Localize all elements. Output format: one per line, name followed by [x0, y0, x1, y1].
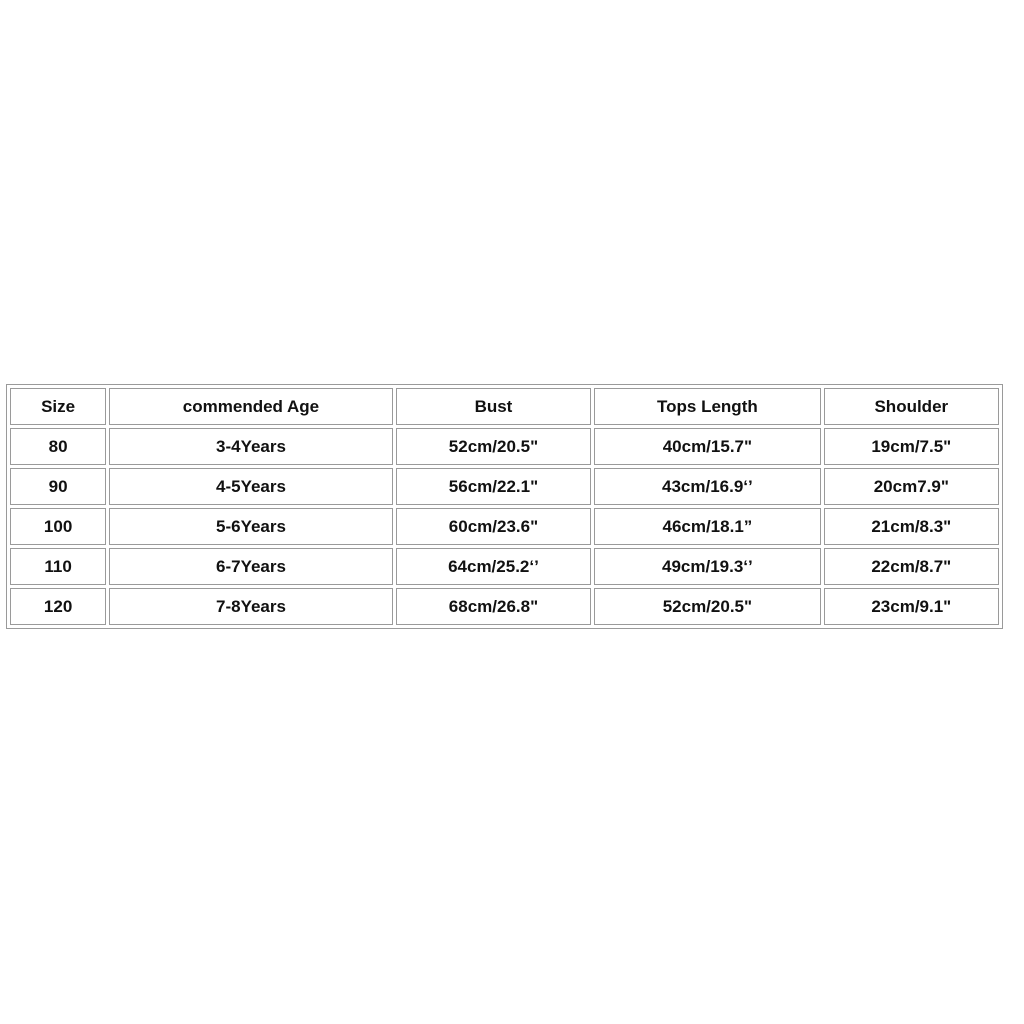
- cell-size: 100: [10, 508, 106, 545]
- cell-bust: 60cm/23.6": [396, 508, 591, 545]
- cell-shoulder: 23cm/9.1": [824, 588, 999, 625]
- cell-age: 4-5Years: [109, 468, 393, 505]
- table-row: [10, 548, 999, 585]
- table-row: [10, 428, 999, 465]
- cell-age: 6-7Years: [109, 548, 393, 585]
- cell-tops-length: 40cm/15.7": [594, 428, 820, 465]
- cell-age: 5-6Years: [109, 508, 393, 545]
- cell-size: 90: [10, 468, 106, 505]
- cell-bust: 56cm/22.1": [396, 468, 591, 505]
- size-chart-table: [6, 384, 1003, 629]
- cell-bust: 64cm/25.2‘’: [396, 548, 591, 585]
- table-row: [10, 468, 999, 505]
- cell-bust: 52cm/20.5": [396, 428, 591, 465]
- cell-bust: 68cm/26.8": [396, 588, 591, 625]
- cell-tops-length: 43cm/16.9‘’: [594, 468, 820, 505]
- table-row: [10, 588, 999, 625]
- cell-size: 110: [10, 548, 106, 585]
- header-bust: Bust: [396, 388, 591, 425]
- cell-tops-length: 49cm/19.3‘’: [594, 548, 820, 585]
- cell-shoulder: 19cm/7.5": [824, 428, 999, 465]
- cell-size: 120: [10, 588, 106, 625]
- cell-tops-length: 52cm/20.5": [594, 588, 820, 625]
- cell-age: 3-4Years: [109, 428, 393, 465]
- cell-tops-length: 46cm/18.1”: [594, 508, 820, 545]
- header-size: Size: [10, 388, 106, 425]
- table-header-row: [10, 388, 999, 425]
- cell-age: 7-8Years: [109, 588, 393, 625]
- cell-shoulder: 22cm/8.7": [824, 548, 999, 585]
- header-shoulder: Shoulder: [824, 388, 999, 425]
- header-age: commended Age: [109, 388, 393, 425]
- cell-shoulder: 20cm7.9": [824, 468, 999, 505]
- cell-shoulder: 21cm/8.3": [824, 508, 999, 545]
- header-tops-length: Tops Length: [594, 388, 820, 425]
- table-row: [10, 508, 999, 545]
- cell-size: 80: [10, 428, 106, 465]
